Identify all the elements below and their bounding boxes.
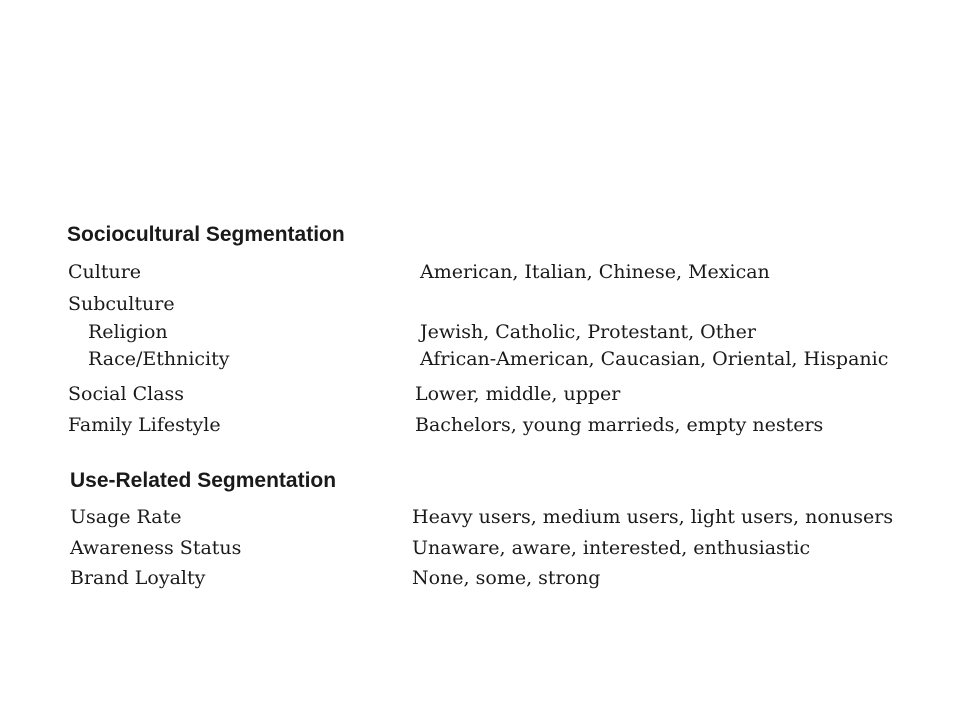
awareness-status-value: Unaware, aware, interested, enthusiastic <box>412 537 811 559</box>
culture-label: Culture <box>68 261 142 283</box>
brand-loyalty-label: Brand Loyalty <box>70 567 206 589</box>
usage-rate-label: Usage Rate <box>70 506 182 528</box>
sociocultural-heading: Sociocultural Segmentation <box>67 223 345 246</box>
awareness-status-label: Awareness Status <box>70 537 242 559</box>
usage-rate-value: Heavy users, medium users, light users, nonusers <box>412 506 894 528</box>
social-class-label: Social Class <box>68 383 185 405</box>
race-ethnicity-label: Race/Ethnicity <box>88 348 230 370</box>
religion-value: Jewish, Catholic, Protestant, Other <box>420 321 756 343</box>
race-ethnicity-value: African-American, Caucasian, Oriental, Hispanic <box>420 348 889 370</box>
family-lifestyle-label: Family Lifestyle <box>68 414 221 436</box>
family-lifestyle-value: Bachelors, young marrieds, empty nesters <box>415 414 824 436</box>
social-class-value: Lower, middle, upper <box>415 383 621 405</box>
use-related-heading: Use-Related Segmentation <box>70 469 337 492</box>
religion-label: Religion <box>88 321 168 343</box>
culture-value: American, Italian, Chinese, Mexican <box>420 261 770 283</box>
brand-loyalty-value: None, some, strong <box>412 567 601 589</box>
subculture-label: Subculture <box>68 293 175 315</box>
